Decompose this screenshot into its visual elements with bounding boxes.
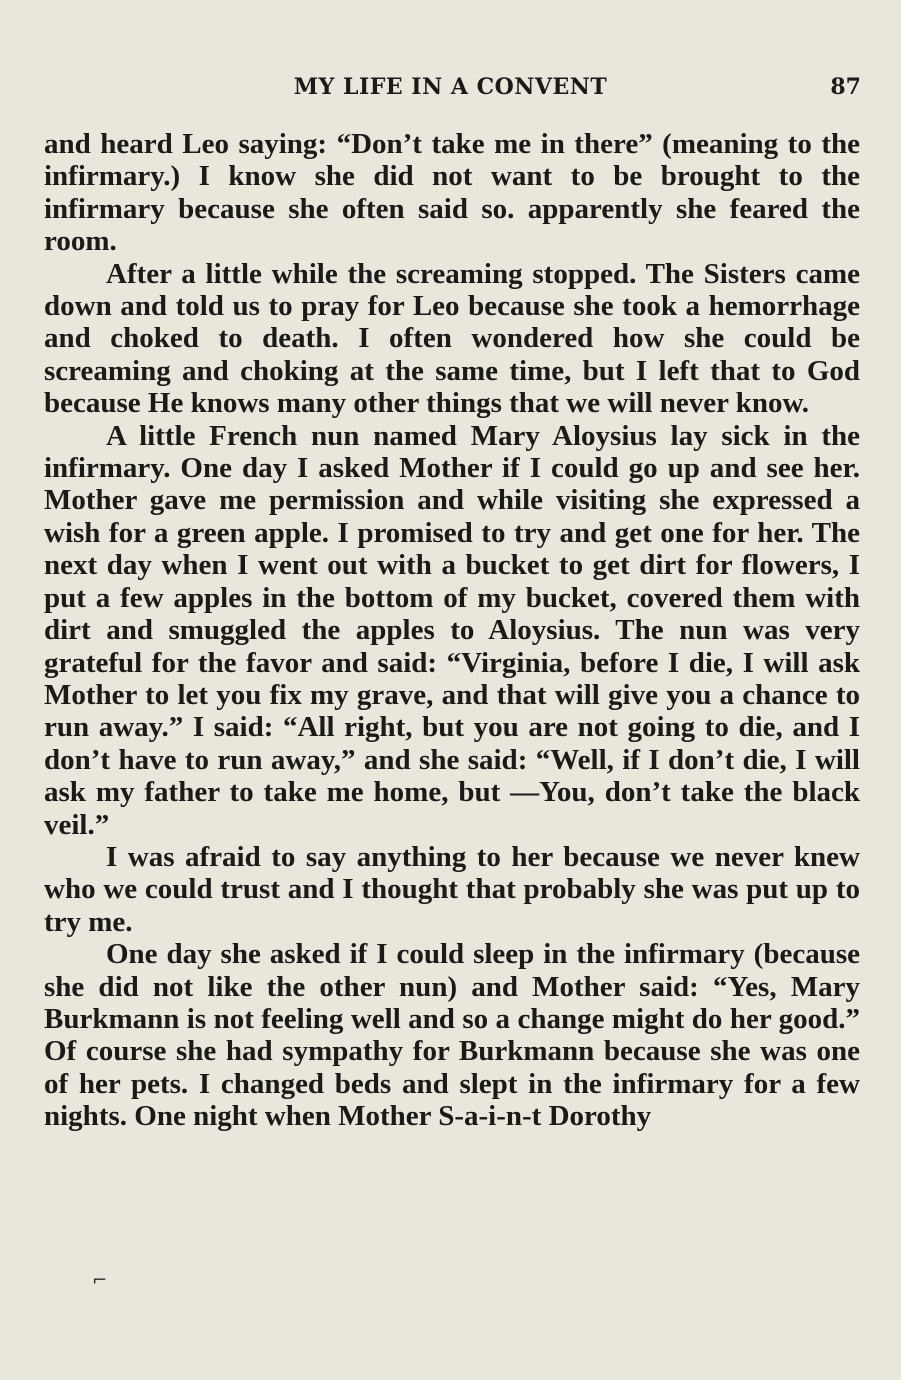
paragraph: I was afraid to say anything to her because we never knew who we could trust and I thought that probably she was put up to try me. xyxy=(44,840,860,938)
page-number: 87 xyxy=(830,74,861,100)
running-header xyxy=(0,74,901,108)
printer-mark: ⌐ xyxy=(92,1270,108,1291)
paragraph: One day she asked if I could sleep in the infirmary (because she did not like the other nun) and Mother said: “Yes, Mary Burkmann is not feeling well and so a change might do her good.” Of course she had sympathy for Burkmann because she was one of her pets. I changed beds and slept in the infirmary for a few nights. One night when Mother S-a-i-n-t Dorothy xyxy=(44,938,860,1133)
running-title: MY LIFE IN A CONVENT xyxy=(293,74,608,100)
paragraph: After a little while the screaming stopped. The Sisters came down and told us to pray for Leo because she took a hemorrhage and choked to death. I often wondered how she could be screaming and choking at the same time, but I left that to God because He knows many other things that we will never know. xyxy=(44,257,860,420)
paragraph: and heard Leo saying: “Don’t take me in there” (meaning to the infirmary.) I know she did not want to be brought to the infirmary because she often said so. apparently she feared the room. xyxy=(44,128,860,258)
body-text xyxy=(44,128,860,1133)
paragraph: A little French nun named Mary Aloysius lay sick in the infirmary. One day I asked Mother if I could go up and see her. Mother gave me permission and while visiting she expressed a wish for a green apple. I promised to try and get one for her. The next day when I went out with a bucket to get dirt for flowers, I put a few apples in the bottom of my bucket, covered them with dirt and smuggled the apples to Aloysius. The nun was very grateful for the favor and said: “Virginia, before I die, I will ask Mother to let you fix my grave, and that will give you a chance to run away.” I said: “All right, but you are not going to die, and I don’t have to run away,” and she said: “Well, if I don’t die, I will ask my father to take me home, but —You, don’t take the black veil.” xyxy=(44,419,860,841)
